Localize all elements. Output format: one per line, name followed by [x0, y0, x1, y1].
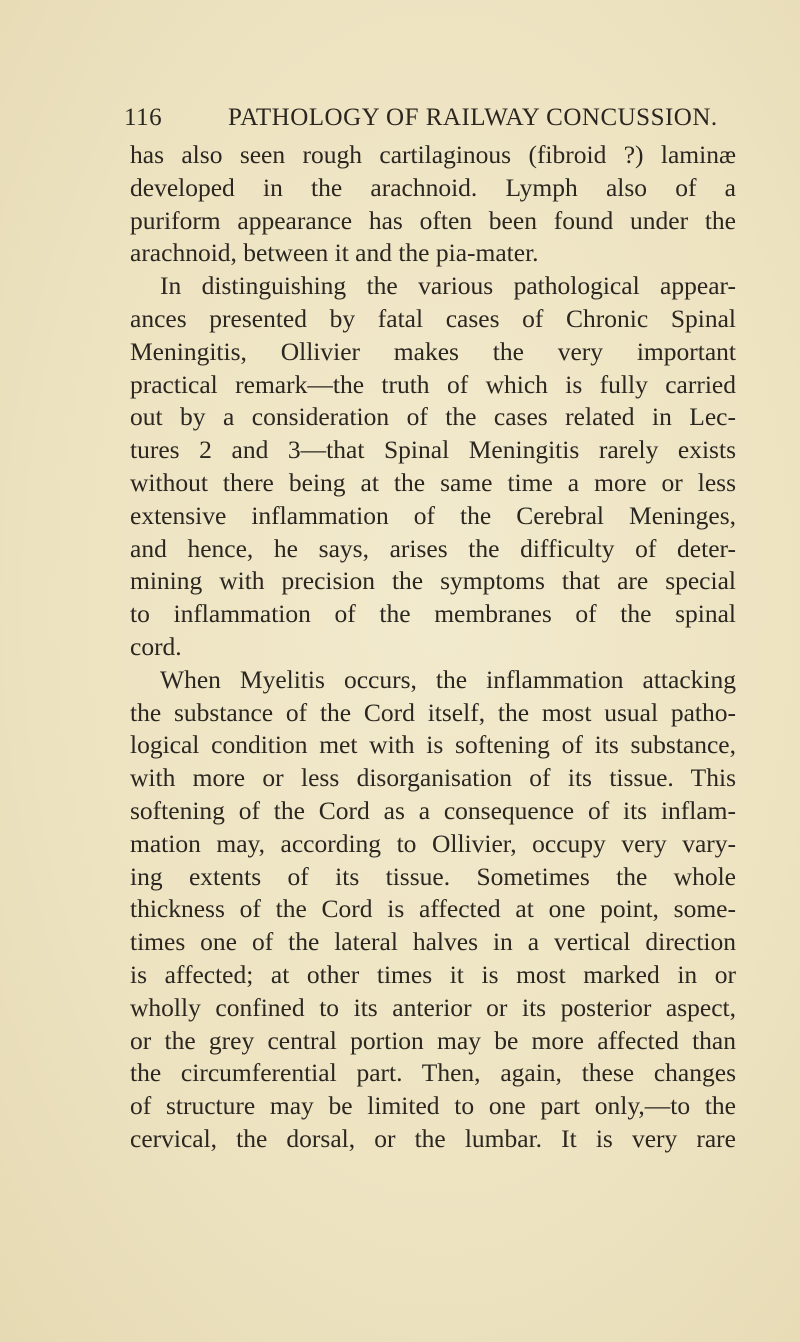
text-line: mation may, according to Ollivier, occupy very vary-: [130, 828, 736, 858]
text-line: and hence, he says, arises the difficulty of deter-: [130, 533, 736, 563]
text-line: When Myelitis occurs, the inflammation attacking: [160, 664, 736, 694]
text-line: Meningitis, Ollivier makes the very important: [130, 336, 736, 366]
text-line: of structure may be limited to one part only,—to the: [130, 1091, 736, 1121]
text-line: puriform appearance has often been found under the: [130, 205, 736, 235]
text-line: tures 2 and 3—that Spinal Meningitis rarely exists: [130, 435, 736, 465]
page-number: 116: [124, 104, 163, 131]
text-line: arachnoid, between it and the pia-mater.: [130, 238, 539, 268]
text-line: extensive inflammation of the Cerebral Meninges,: [130, 500, 736, 530]
text-line: with more or less disorganisation of its tissue. This: [130, 763, 736, 793]
text-line: ing extents of its tissue. Sometimes the whole: [130, 861, 736, 891]
text-line: or the grey central portion may be more affected than: [130, 1025, 736, 1055]
text-line: wholly confined to its anterior or its posterior aspect,: [130, 992, 736, 1022]
text-line: out by a consideration of the cases related in Lec-: [130, 402, 736, 432]
text-line: logical condition met with is softening of its substance,: [130, 730, 736, 760]
text-line: cervical, the dorsal, or the lumbar. It is very rare: [130, 1123, 736, 1153]
text-line: cord.: [130, 631, 182, 661]
running-head: [124, 104, 718, 136]
page-title: PATHOLOGY OF RAILWAY CONCUSSION.: [228, 104, 718, 131]
text-line: without there being at the same time a more or less: [130, 467, 736, 497]
text-line: practical remark—the truth of which is fully carried: [130, 369, 736, 399]
text-line: softening of the Cord as a consequence of its inflam-: [130, 795, 736, 825]
text-line: developed in the arachnoid. Lymph also of a: [130, 172, 736, 202]
text-line: to inflammation of the membranes of the spinal: [130, 599, 736, 629]
text-line: ances presented by fatal cases of Chronic Spinal: [130, 303, 736, 333]
text-line: is affected; at other times it is most marked in or: [130, 959, 736, 989]
text-line: In distinguishing the various pathological appear-: [160, 271, 736, 301]
body-text: [130, 139, 736, 1156]
text-line: has also seen rough cartilaginous (fibroid ?) laminæ: [130, 140, 736, 169]
text-line: thickness of the Cord is affected at one point, some-: [130, 894, 736, 924]
text-line: times one of the lateral halves in a vertical direction: [130, 927, 736, 957]
text-line: the substance of the Cord itself, the most usual patho-: [130, 697, 736, 727]
text-line: the circumferential part. Then, again, these changes: [130, 1058, 736, 1088]
text-line: mining with precision the symptoms that are special: [130, 566, 736, 596]
